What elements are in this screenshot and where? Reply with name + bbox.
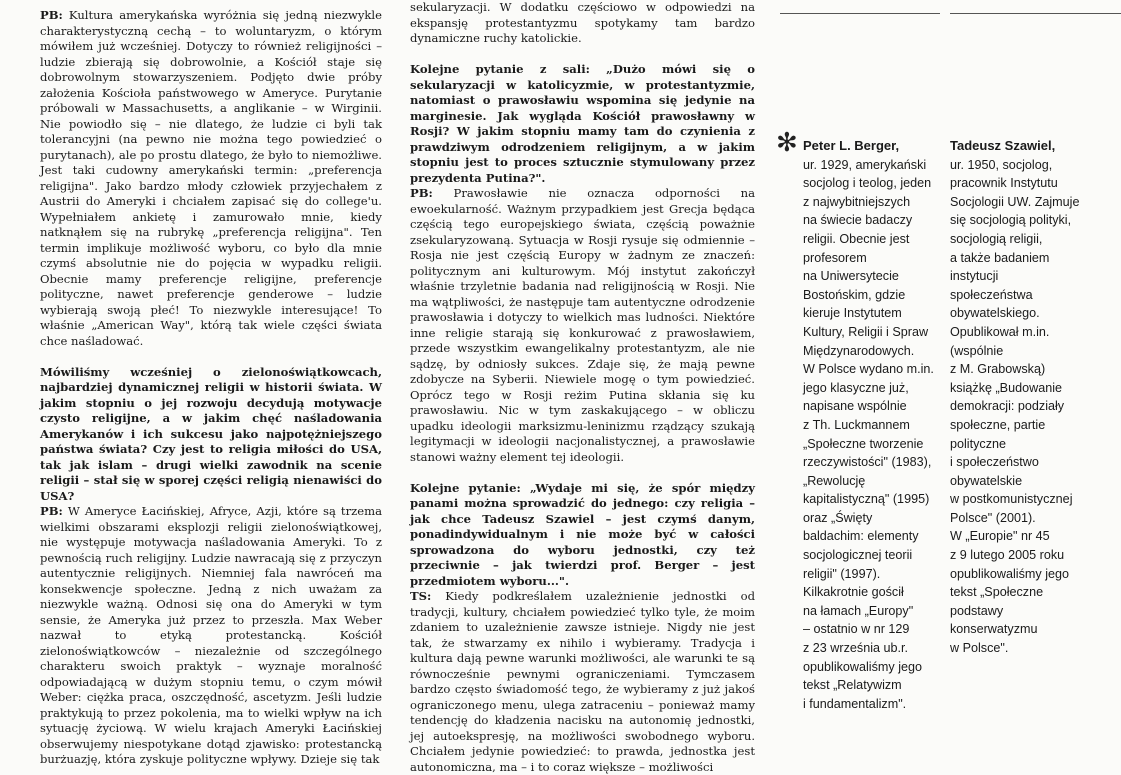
bio-line: oraz „Święty xyxy=(803,510,873,525)
bio-name: Tadeusz Szawiel, xyxy=(950,138,1056,153)
bio-line: kapitalistyczną" (1995) xyxy=(803,492,930,507)
bio-line: obywatelskiego. xyxy=(950,306,1040,321)
bio-line: Kultury, Religii i Spraw xyxy=(803,324,929,339)
bio-line: napisane wspólnie xyxy=(803,399,907,414)
interview-question xyxy=(40,365,382,505)
bio-line: z 9 lutego 2005 roku xyxy=(950,548,1065,563)
bio-line: pracownik Instytutu xyxy=(950,176,1058,191)
bio-line: Międzynarodowych. xyxy=(803,343,915,358)
bio-peter-berger xyxy=(803,137,943,713)
bio-line: W „Europie" nr 45 xyxy=(950,529,1050,544)
bio-line: demokracji: podziały xyxy=(950,399,1065,414)
paragraph-text: W Ameryce Łacińskiej, Afryce, Azji, które są trzema wielkimi obszarami eksplozji religii zielonoświątkowej, nie występuje motywacja naśladowania Ameryki. To z pewnością ruch religijny. Ludzie nawracają się z przyczyn autentycznie religijnych. Niemniej fala nawróceń ma konsekwencje społeczne. Jedną z nich uważam za niezwykle ważną. Odnosi się ona do Ameryki w tym sensie, że Ameryka już przez to przeszła. Max Weber nazwał to etyką protestancką. Kościół zielonoświątkowców – niezależnie od szczególnego charakteru swoich praktyk – wyznaje moralność odpowiadającą w dużym stopniu temu, o czym mówił Weber: ciężka praca, oszczędność, ascetyzm. Jeśli ludzie praktykują to przez pokolenia, ma to wielki wpływ na ich sytuację życiową. W wielu krajach Ameryki Łacińskiej obserwujemy niespotykane dotąd zjawisko: protestancką burżuazję, która zyskuje polityczne wpływy. Dzieje się tak xyxy=(40,504,382,766)
paragraph-text: Kolejne pytanie z sali: „Dużo mówi się o sekularyzacji w katolicyzmie, w protestantyzmie, natomiast o prawosławiu wspomina się jedynie na marginesie. Jak wygląda Kościół prawosławny w Rosji? W jakim stopniu mamy tam do czynienia z prawdziwym odrodzeniem religijnym, a w jakim stopniu jest to proces sztucznie stymulowany przez prezydenta Putina?". xyxy=(410,62,755,185)
bio-line: Opublikował m.in. xyxy=(950,324,1050,339)
bio-line: „Społeczne tworzenie xyxy=(803,436,924,451)
speaker-label: TS: xyxy=(410,589,432,603)
bio-line: kieruje Instytutem xyxy=(803,306,902,321)
paragraph-text: sekularyzacji. W dodatku częściowo w odpowiedzi na ekspansję protestantyzmu spotykamy tam bardzo dynamiczne ruchy katolickie. xyxy=(410,0,755,45)
paragraph-text: Kiedy podkreślałem uzależnienie jednostki od tradycji, kultury, chciałem powiedzieć tylko tyle, że moim zdaniem to uzależnienie zawsze istnieje. Nigdy nie jest tak, że stwarzamy ex nihilo i wybieramy. Tradycja i kultura dają pewne warunki możliwości, ale warunki te są równocześnie pewnymi ograniczeniami. Tymczasem bardzo często świadomość tego, że wybieramy z już jakoś ograniczonego menu, ulega zatraceniu – ponieważ mamy tendencję do kładzenia nacisku na autonomię jednostki, jej autoekspresję, na możliwości swobodnego wyboru. Chciałem jedynie powiedzieć: to prawda, jednostka jest autonomiczna, ma – i to coraz większe – możliwości xyxy=(410,589,755,774)
bio-line: z M. Grabowską) xyxy=(950,362,1046,377)
bio-line: tekst „Społeczne xyxy=(950,585,1044,600)
bio-line: instytucji xyxy=(950,269,999,284)
bio-line: tekst „Relatywizm xyxy=(803,678,902,693)
interview-answer xyxy=(40,504,382,768)
bio-line: w postkomunistycznej xyxy=(950,492,1073,507)
bio-line: (wspólnie xyxy=(950,343,1004,358)
bio-line: opublikowaliśmy jego xyxy=(950,566,1070,581)
bio-line: socjologicznej teorii xyxy=(803,548,913,563)
asterisk-icon: ✻ xyxy=(776,128,798,158)
bio-line: z Th. Luckmannem xyxy=(803,417,910,432)
bio-line: Polsce" (2001). xyxy=(950,510,1036,525)
bio-line: W Polsce wydano m.in. xyxy=(803,362,934,377)
bio-line: religii" (1997). xyxy=(803,566,881,581)
bio-line: w Polsce". xyxy=(950,641,1009,656)
bio-line: baldachim: elementy xyxy=(803,529,919,544)
text-column-left xyxy=(40,8,382,768)
paragraph-text: Prawosławie nie oznacza odporności na ewoekularność. Ważnym przypadkiem jest Grecja będąca częścią tego europejskiego świata, częścią poważnie zsekularyzowaną. Sytuacja w Rosji rysuje się odmiennie – Rosja nie jest częścią Europy w żadnym ze znaczeń: politycznym ani kulturowym. Mój instytut zakończył właśnie trzyletnie badania nad religijnością w Rosji. Nie ma wątpliwości, że następuje tam autentyczne odrodzenie prawosławia i dotyczy to wielkich mas ludności. Niektóre inne religie starają się konkurować z prawosławiem, przede wszystkim ewangelikalny protestantyzm, ale nie sądzę, by odniosły sukces. Zdaje się, że mają pewne zdobycze na Syberii. Niewiele mogę o tym powiedzieć. Oprócz tego w Rosji reżim Putina skłania się ku prawosławiu. Nic w tym zaskakującego – w obliczu upadku ideologii marksizmu-leninizmu rządzący szukają legitymacji w ideologii nacjonalistycznej, a prawosławie stanowi ważny element tej ideologii. xyxy=(410,186,755,464)
bio-line: a także badaniem xyxy=(950,250,1050,265)
bio-line: Socjologii UW. Zajmuje xyxy=(950,194,1080,209)
bio-line: ur. 1950, socjolog, xyxy=(950,157,1053,172)
bio-line: obywatelskie xyxy=(950,473,1023,488)
bio-line: „Rewolucję xyxy=(803,473,866,488)
bio-tadeusz-szawiel xyxy=(950,137,1090,658)
bio-name: Peter L. Berger, xyxy=(803,138,900,153)
text-column-middle xyxy=(410,0,755,775)
bio-line: na Uniwersytecie xyxy=(803,269,899,284)
bio-line: polityczne xyxy=(950,436,1007,451)
speaker-label: PB: xyxy=(40,504,63,518)
paragraph-text: Mówiliśmy wcześniej o zielonoświątkowcach, najbardziej dynamicznej religii w historii świata. W jakim stopniu o jej rozwoju decydują motywacje czysto religijne, a w jakim chęć naśladowania Amerykanów i ich sukcesu jako najpotężniejszego państwa świata? Czy jest to religia miłości do USA, tak jak islam – drugi wielki zawodnik na scenie religii – stał się w sporej części religią nienawiści do USA? xyxy=(40,364,382,503)
divider-rule-left xyxy=(780,13,940,14)
bio-line: rzeczywistości" (1983), xyxy=(803,455,932,470)
bio-line: książkę „Budowanie xyxy=(950,380,1063,395)
paragraph-text: Kultura amerykańska wyróżnia się jedną niezwykle charakterystyczną cechą – to woluntaryzm, o którym mówiłem już wcześniej. Dotyczy to również religijności – ludzie zbierają się dobrowolnie, a Kościół staje się dobrowolnym stowarzyszeniem. Podjęto dwie próby założenia Kościoła państwowego w Ameryce. Purytanie próbowali w Massachusetts, a anglikanie – w Wirginii. Nie powiodło się – nie dlatego, że ludzie ci byli tak tolerancyjni (na pewno nie można tego powiedzieć o purytanach), ale po prostu dlatego, że było to niemożliwe. Jest taki cudowny amerykański termin: „preferencja religijna". Jako bardzo młody człowiek przyjechałem z Austrii do Ameryki i chciałem zapisać się do college'u. Wypełniałem ankietę i zamurowało mnie, kiedy natknąłem się na rubrykę „preferencja religijna". Ten termin implikuje możliwość wyboru, co było dla mnie czymś absolutnie nie do pojęcia w wypadku religii. Obecnie mamy preferencje religijne, preferencje polityczne, nawet preferencje genderowe – ludzie wybierają swoją płeć! To niezwykle interesujące! To właśnie „American Way", którą tak wiele części świata chce naśladować. xyxy=(40,8,382,348)
bio-line: społeczne, partie xyxy=(950,417,1046,432)
bio-line: społeczeństwa xyxy=(950,287,1033,302)
interview-question xyxy=(410,481,755,590)
speaker-label: PB: xyxy=(410,186,433,200)
bio-line: socjologią religii, xyxy=(950,231,1043,246)
bio-line: z 23 września ub.r. xyxy=(803,641,908,656)
bio-line: socjolog i teolog, jeden xyxy=(803,176,932,191)
bio-line: opublikowaliśmy jego xyxy=(803,659,923,674)
bio-line: jego klasyczne już, xyxy=(803,380,909,395)
divider-rule-right xyxy=(950,13,1121,14)
bio-line: ur. 1929, amerykański xyxy=(803,157,927,172)
interview-answer xyxy=(40,8,382,349)
paragraph-text: Kolejne pytanie: „Wydaje mi się, że spór między panami można sprowadzić do jednego: czy religia – jak chce Tadeusz Szawiel – jest czymś danym, ponadindywidualnym i nie może być w całości sprowadzona do wyboru jednostki, czy też przeciwnie – jak twierdzi prof. Berger – jest przedmiotem wyboru...". xyxy=(410,480,755,588)
interview-answer xyxy=(410,186,755,465)
bio-line: na łamach „Europy" xyxy=(803,603,914,618)
bio-line: Bostońskim, gdzie xyxy=(803,287,906,302)
bio-line: profesorem xyxy=(803,250,867,265)
interview-answer xyxy=(410,0,755,47)
interview-question xyxy=(410,62,755,186)
speaker-label: PB: xyxy=(40,8,63,22)
bio-line: się socjologią polityki, xyxy=(950,213,1072,228)
bio-line: religii. Obecnie jest xyxy=(803,231,910,246)
bio-line: i fundamentalizm". xyxy=(803,696,907,711)
bio-line: – ostatnio w nr 129 xyxy=(803,622,910,637)
interview-answer xyxy=(410,589,755,775)
bio-line: na świecie badaczy xyxy=(803,213,913,228)
bio-line: podstawy xyxy=(950,603,1004,618)
bio-line: konserwatyzmu xyxy=(950,622,1038,637)
bio-line: Kilkakrotnie gościł xyxy=(803,585,904,600)
bio-line: i społeczeństwo xyxy=(950,455,1039,470)
bio-line: z najwybitniejszych xyxy=(803,194,911,209)
